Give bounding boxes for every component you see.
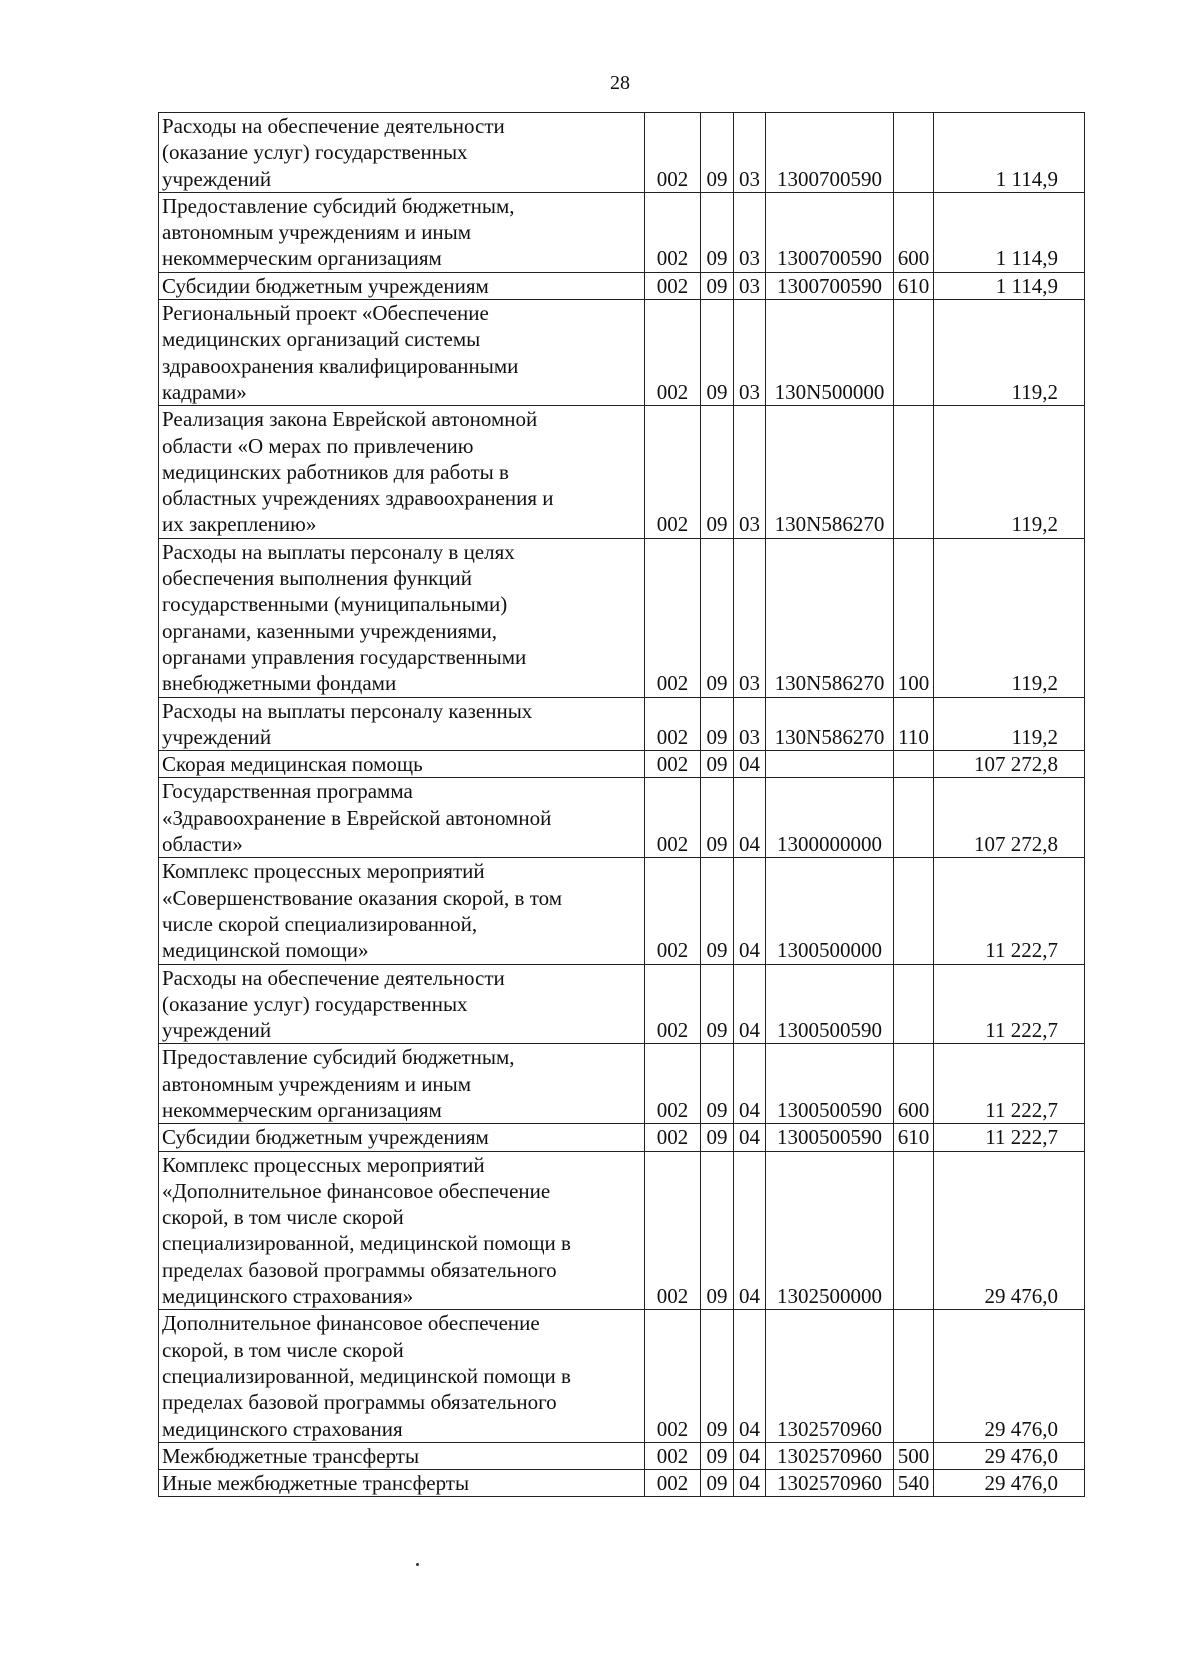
cell-csr: 1300500590 (766, 964, 894, 1044)
cell-rz: 09 (701, 1310, 734, 1442)
cell-csr: 1300700590 (766, 113, 894, 193)
cell-pr: 04 (734, 778, 766, 858)
table-row (159, 1442, 1085, 1469)
cell-description (159, 538, 645, 697)
cell-description (159, 964, 645, 1044)
cell-pr: 03 (734, 697, 766, 751)
cell-pr: 03 (734, 272, 766, 299)
table-row (159, 964, 1085, 1044)
cell-vr (894, 751, 934, 778)
description-line: медицинских работников для работы в (162, 459, 509, 484)
cell-ved: 002 (645, 751, 701, 778)
cell-pr: 03 (734, 192, 766, 272)
table-row (159, 697, 1085, 751)
description-line: Субсидии бюджетным учреждениям (162, 273, 489, 298)
cell-vr: 110 (894, 697, 934, 751)
cell-ved: 002 (645, 113, 701, 193)
description-line: (оказание услуг) государственных (162, 991, 468, 1016)
cell-csr: 1302500000 (766, 1151, 894, 1310)
cell-csr: 1302570960 (766, 1442, 894, 1469)
description-line: медицинских организаций системы (162, 327, 481, 352)
cell-description (159, 751, 645, 778)
cell-vr: 100 (894, 538, 934, 697)
description-line: кадрами» (162, 379, 247, 404)
cell-sum: 11 222,7 (934, 964, 1085, 1044)
description-line: их закреплению» (162, 512, 317, 537)
cell-rz: 09 (701, 192, 734, 272)
cell-description (159, 1310, 645, 1442)
cell-description (159, 1442, 645, 1469)
cell-csr: 1300700590 (766, 192, 894, 272)
description-line: «Здравоохранение в Еврейской автономной (162, 805, 552, 830)
cell-sum: 119,2 (934, 406, 1085, 538)
description-line: учреждений (162, 724, 272, 749)
cell-rz: 09 (701, 538, 734, 697)
table-row (159, 751, 1085, 778)
cell-vr (894, 113, 934, 193)
cell-sum: 119,2 (934, 538, 1085, 697)
cell-csr: 1300000000 (766, 778, 894, 858)
cell-ved: 002 (645, 1044, 701, 1124)
description-line: органами управления государственными (162, 644, 527, 669)
description-line: внебюджетными фондами (162, 671, 397, 696)
cell-vr: 540 (894, 1470, 934, 1497)
cell-sum: 107 272,8 (934, 751, 1085, 778)
description-line: Региональный проект «Обеспечение (162, 301, 489, 326)
cell-description (159, 1151, 645, 1310)
cell-vr: 610 (894, 1124, 934, 1151)
table-row (159, 192, 1085, 272)
cell-csr: 130N586270 (766, 697, 894, 751)
table-row (159, 1044, 1085, 1124)
cell-ved: 002 (645, 778, 701, 858)
cell-pr: 03 (734, 538, 766, 697)
cell-vr (894, 964, 934, 1044)
cell-description (159, 697, 645, 751)
table-row (159, 406, 1085, 538)
cell-description (159, 1124, 645, 1151)
description-line: медицинского страхования (162, 1416, 403, 1441)
description-line: Межбюджетные трансферты (162, 1443, 420, 1468)
table-row (159, 1124, 1085, 1151)
description-line: области «О мерах по привлечению (162, 433, 474, 458)
cell-rz: 09 (701, 1124, 734, 1151)
cell-csr: 1300500000 (766, 858, 894, 964)
table-row (159, 1310, 1085, 1442)
cell-csr: 1300500590 (766, 1124, 894, 1151)
cell-pr: 04 (734, 1124, 766, 1151)
cell-vr (894, 406, 934, 538)
description-line: пределах базовой программы обязательного (162, 1390, 557, 1415)
cell-pr: 04 (734, 1151, 766, 1310)
cell-ved: 002 (645, 1124, 701, 1151)
cell-sum: 29 476,0 (934, 1310, 1085, 1442)
cell-pr: 04 (734, 1442, 766, 1469)
cell-ved: 002 (645, 192, 701, 272)
description-line: скорой, в том числе скорой (162, 1205, 404, 1230)
cell-vr (894, 858, 934, 964)
cell-description (159, 272, 645, 299)
description-line: здравоохранения квалифицированными (162, 353, 519, 378)
description-line: области» (162, 832, 243, 857)
table-row (159, 778, 1085, 858)
description-line: Расходы на обеспечение деятельности (162, 114, 505, 138)
cell-ved: 002 (645, 697, 701, 751)
cell-sum: 1 114,9 (934, 113, 1085, 193)
cell-pr: 04 (734, 964, 766, 1044)
description-line: учреждений (162, 166, 272, 191)
cell-sum: 1 114,9 (934, 272, 1085, 299)
page-number: 28 (610, 72, 630, 94)
description-line: (оказание услуг) государственных (162, 140, 468, 165)
description-line: числе скорой специализированной, (162, 911, 478, 936)
cell-ved: 002 (645, 1470, 701, 1497)
cell-csr: 130N500000 (766, 300, 894, 406)
cell-description (159, 778, 645, 858)
cell-ved: 002 (645, 300, 701, 406)
cell-rz: 09 (701, 1044, 734, 1124)
cell-pr: 04 (734, 1044, 766, 1124)
cell-sum: 11 222,7 (934, 1044, 1085, 1124)
cell-vr (894, 1151, 934, 1310)
cell-csr: 130N586270 (766, 406, 894, 538)
cell-ved: 002 (645, 406, 701, 538)
cell-rz: 09 (701, 964, 734, 1044)
table-row (159, 300, 1085, 406)
cell-pr: 03 (734, 300, 766, 406)
description-line: автономным учреждениям и иным (162, 220, 472, 245)
description-line: областных учреждениях здравоохранения и (162, 486, 554, 511)
description-line: «Совершенствование оказания скорой, в том (162, 885, 562, 910)
description-line: органами, казенными учреждениями, (162, 618, 498, 643)
cell-rz: 09 (701, 113, 734, 193)
description-line: Дополнительное финансовое обеспечение (162, 1311, 540, 1336)
description-line: Скорая медицинская помощь (162, 752, 423, 777)
cell-rz: 09 (701, 406, 734, 538)
table-row (159, 1470, 1085, 1497)
cell-sum: 107 272,8 (934, 778, 1085, 858)
cell-rz: 09 (701, 1151, 734, 1310)
cell-csr: 1300700590 (766, 272, 894, 299)
cell-pr: 04 (734, 1310, 766, 1442)
description-line: государственными (муниципальными) (162, 592, 508, 617)
description-line: Расходы на выплаты персоналу в целях (162, 539, 515, 564)
description-line: Государственная программа (162, 779, 413, 804)
cell-rz: 09 (701, 858, 734, 964)
cell-vr (894, 300, 934, 406)
description-line: медицинского страхования» (162, 1284, 414, 1309)
description-line: обеспечения выполнения функций (162, 566, 473, 591)
table-row (159, 858, 1085, 964)
cell-vr (894, 778, 934, 858)
cell-description (159, 300, 645, 406)
cell-sum: 11 222,7 (934, 858, 1085, 964)
cell-description (159, 858, 645, 964)
cell-rz: 09 (701, 697, 734, 751)
cell-sum: 119,2 (934, 697, 1085, 751)
table-row (159, 538, 1085, 697)
cell-pr: 03 (734, 406, 766, 538)
cell-sum: 29 476,0 (934, 1470, 1085, 1497)
cell-vr: 600 (894, 1044, 934, 1124)
description-line: Иные межбюджетные трансферты (162, 1471, 470, 1496)
description-line: скорой, в том числе скорой (162, 1337, 404, 1362)
description-line: некоммерческим организациям (162, 246, 442, 271)
cell-description (159, 1470, 645, 1497)
cell-ved: 002 (645, 1310, 701, 1442)
budget-table (158, 112, 1085, 1497)
cell-ved: 002 (645, 1442, 701, 1469)
description-line: Расходы на выплаты персоналу казенных (162, 698, 533, 723)
description-line: Комплекс процессных мероприятий (162, 859, 485, 884)
cell-rz: 09 (701, 1442, 734, 1469)
cell-csr: 1302570960 (766, 1470, 894, 1497)
cell-sum: 119,2 (934, 300, 1085, 406)
description-line: Расходы на обеспечение деятельности (162, 965, 505, 990)
cell-sum: 11 222,7 (934, 1124, 1085, 1151)
cell-description (159, 406, 645, 538)
cell-pr: 04 (734, 751, 766, 778)
cell-csr (766, 751, 894, 778)
cell-rz: 09 (701, 1470, 734, 1497)
cell-csr: 130N586270 (766, 538, 894, 697)
cell-ved: 002 (645, 538, 701, 697)
description-line: Предоставление субсидий бюджетным, (162, 1045, 515, 1070)
description-line: медицинской помощи» (162, 938, 369, 963)
cell-pr: 04 (734, 1470, 766, 1497)
budget-table-body (159, 113, 1085, 1497)
cell-description (159, 113, 645, 193)
cell-vr (894, 1310, 934, 1442)
description-line: некоммерческим организациям (162, 1097, 442, 1122)
cell-vr: 610 (894, 272, 934, 299)
cell-pr: 04 (734, 858, 766, 964)
description-line: Реализация закона Еврейской автономной (162, 407, 538, 432)
description-line: специализированной, медицинской помощи в (162, 1231, 571, 1256)
cell-csr: 1300500590 (766, 1044, 894, 1124)
cell-rz: 09 (701, 751, 734, 778)
cell-vr: 500 (894, 1442, 934, 1469)
table-row (159, 113, 1085, 193)
cell-csr: 1302570960 (766, 1310, 894, 1442)
cell-rz: 09 (701, 300, 734, 406)
description-line: учреждений (162, 1018, 272, 1043)
cell-ved: 002 (645, 1151, 701, 1310)
cell-ved: 002 (645, 272, 701, 299)
table-row (159, 272, 1085, 299)
cell-sum: 29 476,0 (934, 1442, 1085, 1469)
cell-pr: 03 (734, 113, 766, 193)
cell-sum: 1 114,9 (934, 192, 1085, 272)
description-line: пределах базовой программы обязательного (162, 1257, 557, 1282)
cell-description (159, 192, 645, 272)
description-line: Субсидии бюджетным учреждениям (162, 1125, 489, 1150)
cell-rz: 09 (701, 272, 734, 299)
description-line: «Дополнительное финансовое обеспечение (162, 1178, 551, 1203)
description-line: автономным учреждениям и иным (162, 1071, 472, 1096)
cell-vr: 600 (894, 192, 934, 272)
description-line: Комплекс процессных мероприятий (162, 1152, 485, 1177)
cell-rz: 09 (701, 778, 734, 858)
cell-description (159, 1044, 645, 1124)
table-row (159, 1151, 1085, 1310)
description-line: специализированной, медицинской помощи в (162, 1363, 571, 1388)
description-line: Предоставление субсидий бюджетным, (162, 193, 515, 218)
stray-dot (416, 1563, 419, 1566)
cell-ved: 002 (645, 858, 701, 964)
cell-ved: 002 (645, 964, 701, 1044)
cell-sum: 29 476,0 (934, 1151, 1085, 1310)
